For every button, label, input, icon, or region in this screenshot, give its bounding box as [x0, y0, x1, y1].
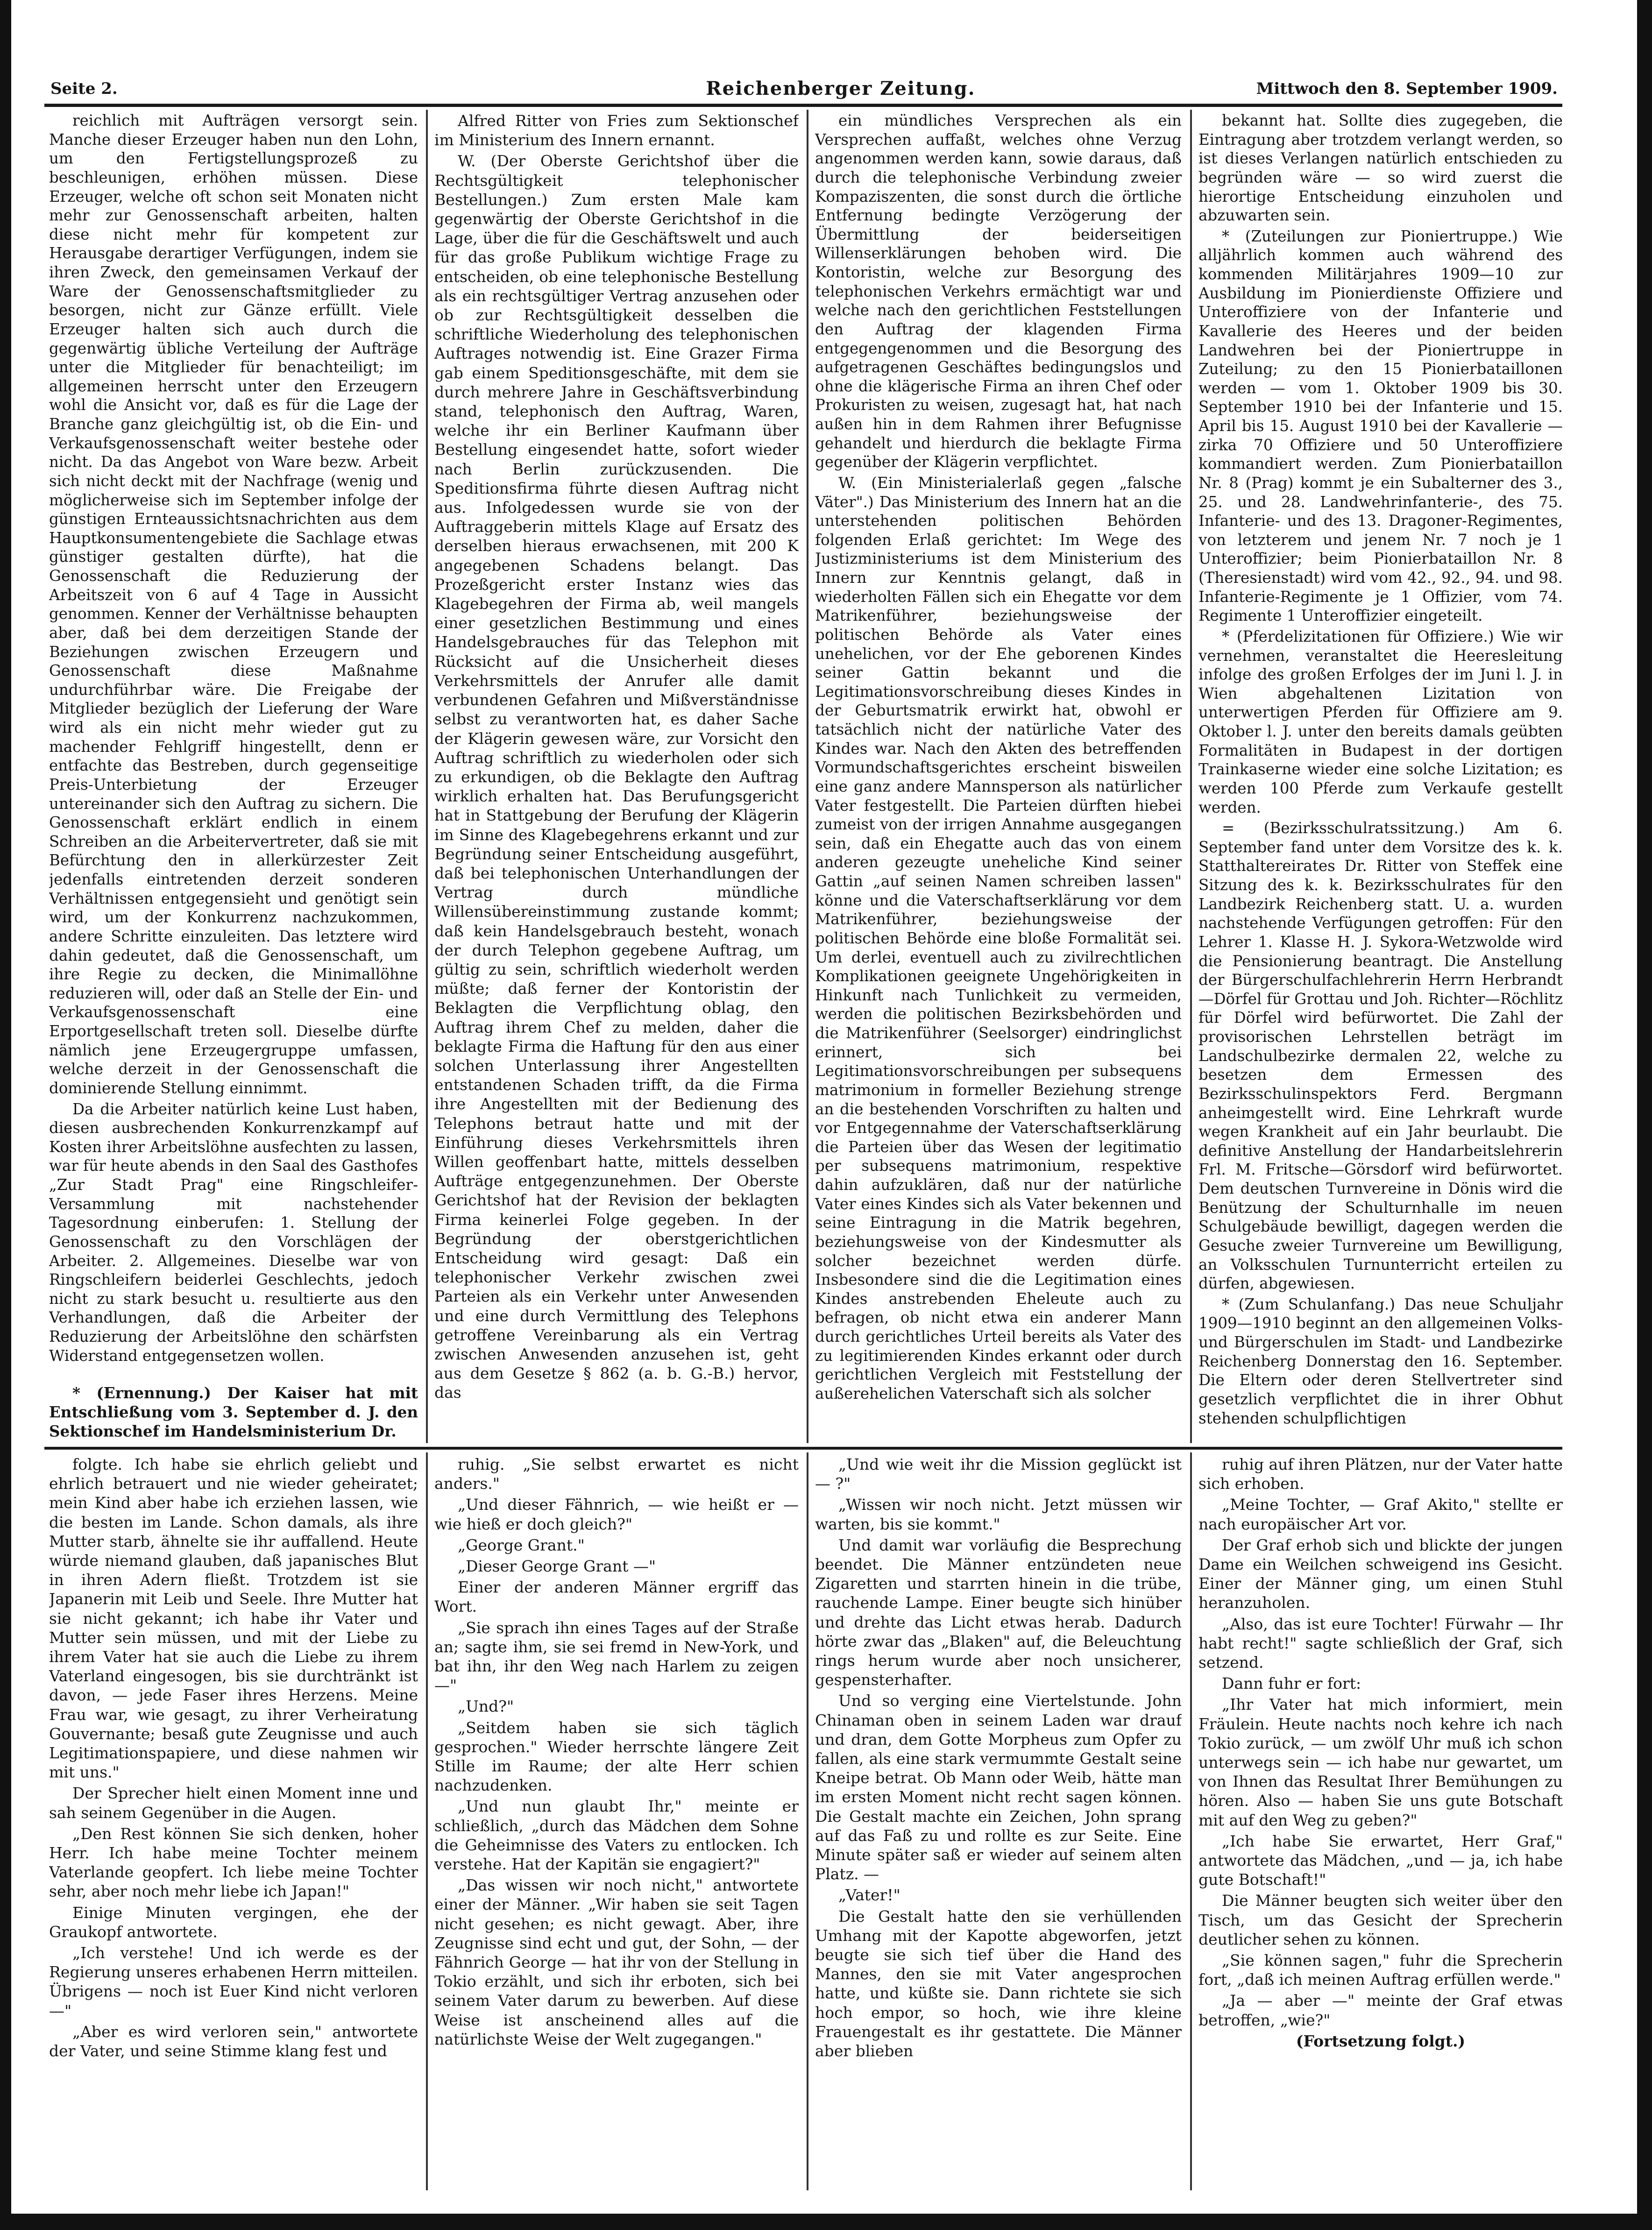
paragraph: „Aber es wird verloren sein," antwortete der Vater, und seine Stimme klang fest und — [49, 2022, 418, 2060]
paragraph: „Und dieser Fähnrich, — wie heißt er — wie hieß er doch gleich?" — [434, 1495, 799, 1533]
scan-edge-right — [1637, 0, 1652, 2230]
paragraph: „Sie sprach ihn eines Tages auf der Straße an; sagte ihm, sie sei fremd in New-York, und bat ihn, ihr den Weg nach Harlem zu zeigen —" — [434, 1618, 799, 1695]
paragraph: folgte. Ich habe sie ehrlich geliebt und ehrlich betrauert und nie wieder geheiratet; mein Kind aber habe ich erziehen lassen, wie die besten im Lande. Schon damals, als ihre Mutter starb, ähnelte sie ihr auffallend. Heute würde niemand glauben, daß japanisches Blut in ihren Adern fließt. Trotzdem ist sie Japanerin mit Leib und Seele. Ihre Mutter hat sie nicht gekannt; ich habe ihr Vater und Mutter sein müssen, und mit der Liebe zu ihrem Vater hat sie auch die Liebe zu ihrem Vaterland eingesogen, bis sie durchtränkt ist davon, — jede Faser ihres Herzens. Meine Frau war, wie gesagt, zu ihrer Verheiratung Gouvernante; besaß gute Zeugnisse und auch Legitimationspapiere, und diese nahmen wir mit uns." — [49, 1455, 418, 1782]
page-number: Seite 2. — [50, 79, 118, 98]
feuilleton-column-1 — [49, 1455, 418, 2190]
news-item-pferdelizitation: * (Pferdelizitationen für Offiziere.) Wie wir vernehmen, veranstaltet die Heeresleitung infolge des großen Erfolges der im Juni l. J. in Wien abgehaltenen Lizitation von unterwertigen Pferden für Offiziere am 9. Oktober l. J. unter den bereits damals geübten Formalitäten in Budapest in der dortigen Trainkaserne wieder eine solche Lizitation; es werden 100 Pferde zum Verkaufe gestellt werden. — [1198, 627, 1563, 816]
paragraph: Der Sprecher hielt einen Moment inne und sah seinem Gegenüber in die Augen. — [49, 1784, 418, 1822]
paragraph: „Vater!" — [838, 1886, 900, 1904]
paragraph: Die Gestalt hatte den sie verhüllenden Umhang mit der Kapotte abgeworfen, jetzt beugte sie sich tief über die Hand des Mannes, den sie mit Vater angesprochen hatte, und küßte sie. Dann richtete sie sich hoch empor, so hoch, wie ihre kleine Frauengestalt es ihr gestattete. Die Männer aber blieben — [815, 1907, 1182, 2060]
paragraph: „Meine Tochter, — Graf Akito," stellte er nach europäischer Art vor. — [1198, 1495, 1563, 1533]
paragraph: „Und wie weit ihr die Mission geglückt ist — ?" — [815, 1455, 1182, 1493]
paragraph: Und damit war vorläufig die Besprechung beendet. Die Männer entzündeten neue Zigaretten und starrten hinein in die trübe, rauchende Lampe. Einer beugte sich hinüber und drehte das Licht etwas herab. Dadurch hörte zwar das „Blaken" auf, die Beleuchtung rings herum wurde aber noch unsicherer, gespensterhafter. — [815, 1536, 1182, 1689]
paragraph: „Ich verstehe! Und ich werde es der Regierung unseres erhabenen Herrn mitteilen. Übrigens — noch ist Euer Kind nicht verloren —" — [49, 1944, 418, 2020]
paragraph: Der Graf erhob sich und blickte der jungen Dame ein Weilchen schweigend ins Gesicht. Einer der Männer ging, um einen Stuhl heranzuholen. — [1198, 1536, 1563, 1612]
paragraph: „Seitdem haben sie sich täglich gesprochen." Wieder herrschte längere Zeit Stille im Raume; der alte Herr schien nachzudenken. — [434, 1718, 799, 1795]
column-divider — [426, 110, 428, 1443]
column-divider — [807, 1452, 808, 2190]
paragraph: bekannt hat. Sollte dies zugegeben, die Eintragung aber trotzdem verlangt werden, so ist dieses Verlangen natürlich entschieden zu begründen wäre — so wird zuerst die hierortige Entscheidung einzuholen und abzuwarten sein. — [1198, 112, 1563, 225]
paragraph: Die Männer beugten sich weiter über den Tisch, um das Gesicht der Sprecherin deutlicher sehen zu können. — [1198, 1891, 1563, 1948]
paragraph: „George Grant." — [458, 1536, 585, 1554]
feuilleton-column-2 — [434, 1455, 799, 2190]
feuilleton-column-3 — [815, 1455, 1182, 2190]
column-divider — [1190, 1452, 1192, 2190]
news-column-3 — [815, 111, 1182, 1442]
news-item-falsche-vaeter: W. (Ein Ministerialerlaß gegen „falsche Väter".) Das Ministerium des Innern hat an die unterstehenden politischen Behörden folgenden Erlaß gerichtet: Im Wege des Justizministeriums ist dem Ministerium des Innern zur Kenntnis gelangt, daß in wiederholten Fällen sich ein Ehegatte vor dem Matrikenführer, beziehungsweise der politischen Behörde als Vater eines unehelichen, vor der Ehe geborenen Kindes seiner Gattin bekannt und die Legitimationsvorschreibung dieses Kindes in der Geburtsmatrik erwirkt hat, obwohl er tatsächlich nicht der natürliche Vater des Kindes war. Nach den Akten des betreffenden Vormundschaftsgerichtes erscheint bisweilen eine ganz andere Mannsperson als natürlicher Vater festgestellt. Die Parteien dürften hiebei zumeist von der irrigen Annahme ausgegangen sein, daß ein Ehegatte auch das von einem anderen gezeugte uneheliche Kind seiner Gattin „auf seinen Namen schreiben lassen" könne und die Vaterschaftserklärung vor dem Matrikenführer, beziehungsweise der politischen Behörde eine bloße Formalität sei. Um derlei, eventuell auch zu zivilrechtlichen Komplikationen geeignete Ungehörigkeiten in Hinkunft nach Tunlichkeit zu vermeiden, werden die politischen Bezirksbehörden und die Matrikenführer (Seelsorger) eindringlichst erinnert, sich bei Legitimationsvorschreibungen per subsequens matrimonium in formeller Beziehung strenge an die bestehenden Vorschriften zu halten und vor Entgegennahme der Vaterschaftserklärung die Parteien über das Wesen der legitimatio per subsequens matrimonium, respektive dahin aufzuklären, daß nur der natürliche Vater eines Kindes sich als Vater bekennen und seine Eintragung in die Matrik begehren, beziehungsweise von der Kindesmutter als solcher bezeichnet werden dürfe. Insbesondere sind die die Legitimation eines Kindes anstrebenden Eheleute auch zu befragen, ob nicht etwa ein anderer Mann durch gerichtliches Urteil bereits als Vater des zu legitimierenden Kindes erkannt oder durch gerichtlichen Vergleich mit Feststellung der außerehelichen Vaterschaft sich als solcher — [815, 474, 1182, 1402]
paragraph: „Also, das ist eure Tochter! Fürwahr — Ihr habt recht!" sagte schließlich der Graf, sich setzend. — [1198, 1614, 1563, 1672]
paragraph: „Wissen wir noch nicht. Jetzt müssen wir warten, bis sie kommt." — [815, 1495, 1182, 1533]
continuation-note: (Fortsetzung folgt.) — [1296, 2032, 1466, 2050]
news-item-telephon: W. (Der Oberste Gerichtshof über die Rechtsgültigkeit telephonischer Bestellungen.) Zum ersten Male kam gegenwärtig der Oberste Gerichtshof in die Lage, über die für die Geschäftswelt und auch für das große Publikum wichtige Frage zu entscheiden, ob eine telephonische Bestellung als ein rechtsgültiger Vertrag anzusehen oder ob zur Rechtsgültigkeit desselben die schriftliche Wiederholung des telephonischen Auftrages notwendig ist. Eine Grazer Firma gab einem Speditionsgeschäfte, mit dem sie durch mehrere Jahre in Geschäftsverbindung stand, telephonisch den Auftrag, Waren, welche ihr ein Berliner Kaufmann über Bestellung eingesendet hatte, sofort wieder nach Berlin zurückzusenden. Die Speditionsfirma führte diesen Auftrag nicht aus. Infolgedessen wurde sie von der Auftraggeberin mittels Klage auf Ersatz des derselben hieraus erwachsenen, mit 200 K angegebenen Schadens belangt. Das Prozeßgericht erster Instanz wies das Klagebegehren der Firma ab, weil mangels einer gesetzlichen Bestimmung und eines Handelsgebrauches für das Telephon mit Rücksicht auf die Unsicherheit dieses Verkehrsmittels der Anrufer alle damit verbundenen Gefahren und Mißverständnisse selbst zu verantworten hat, es daher Sache der Klägerin gewesen wäre, zur Vorsicht den Auftrag schriftlich zu wiederholen oder sich zu erkundigen, ob die Beklagte den Auftrag wirklich erhalten hat. Das Berufungsgericht hat in Stattgebung der Berufung der Klägerin im Sinne des Klagebegehrens erkannt und zur Begründung seiner Entscheidung ausgeführt, daß bei telephonischen Unterhandlungen der Vertrag durch mündliche Willensübereinstimmung zustande kommt; daß kein Handelsgebrauch besteht, wonach der durch Telephon gegebene Auftrag, um gültig zu sein, schriftlich wiederholt werden müßte; daß ferner der Kontoristin der Beklagten die Verpflichtung oblag, den Auftrag ihrem Chef zu melden, daher die beklagte Firma die Haftung für den aus einer solchen Unterlassung ihrer Angestellten entstandenen Schaden trifft, da die Firma ihre Angestellten mit der Bedienung des Telephons betraut hatte und mit der Einführung dieses Verkehrsmittels ihren Willen geoffenbart hatte, mittels desselben Aufträge entgegenzunehmen. Der Oberste Gerichtshof hat der Revision der beklagten Firma keinerlei Folge gegeben. In der Begründung der oberstgerichtlichen Entscheidung wird gesagt: Daß ein telephonischer Verkehr zwischen zwei Parteien als ein Verkehr unter Anwesenden und eine durch Vermittlung des Telephons getroffene Vereinbarung als ein Vertrag zwischen Anwesenden anzusehen ist, geht aus dem Gesetze § 862 (a. b. G.-B.) hervor, das — [434, 152, 799, 1402]
news-item-pioniertruppe: * (Zuteilungen zur Pioniertruppe.) Wie alljährlich kommen auch während des kommenden Militärjahres 1909—10 zur Ausbildung im Pionierdienste Offiziere und Unteroffiziere von der Infanterie und Kavallerie des Heeres und der beiden Landwehren bei der Pioniertruppe in Zuteilung; zu den 15 Pionierbataillonen werden — vom 1. Oktober 1909 bis 30. September 1910 bei der Infanterie und 15. April bis 15. August 1910 bei der Kavallerie — zirka 70 Offiziere und 50 Unteroffiziere kommandiert werden. Zum Pionierbataillon Nr. 8 (Prag) kommt je ein Subalterner des 3., 25. und 28. Landwehrinfanterie-, des 75. Infanterie- und des 13. Dragoner-Regimentes, von letzterem und jenem Nr. 7 noch je 1 Unteroffizier; beim Pionierbataillon Nr. 8 (Theresienstadt) wird vom 42., 92., 94. und 98. Infanterie-Regimente je 1 Offizier, vom 74. Regimente 1 Unteroffizier eingeteilt. — [1198, 227, 1563, 625]
scan-edge-left — [0, 0, 11, 2230]
issue-date: Mittwoch den 8. September 1909. — [1256, 79, 1558, 98]
news-column-1 — [49, 111, 418, 1442]
news-column-4 — [1198, 111, 1563, 1442]
paragraph: Alfred Ritter von Fries zum Sektionschef im Ministerium des Innern ernannt. — [434, 112, 799, 149]
paragraph: ein mündliches Versprechen als ein Versprechen auffaßt, welches ohne Verzug angenommen werden kann, sowie daraus, daß durch die telephonische Verbindung zweier Kompaziszenten, die sonst durch die örtliche Entfernung bedingte Verzögerung der Übermittlung der beiderseitigen Willenserklärungen behoben wird. Die Kontoristin, welche zur Besorgung des telephonischen Verkehrs ermächtigt war und welche nach den gerichtlichen Feststellungen den Auftrag der klagenden Firma entgegengenommen und die Besorgung des aufgetragenen Geschäftes bedingungslos und ohne die klägerische Firma an ihren Chef oder Prokuristen zu weisen, zugesagt hat, hat nach außen hin in dem Rahmen ihrer Befugnisse gehandelt und hierdurch die beklagte Firma gegenüber der Klägerin verpflichtet. — [815, 112, 1182, 471]
paragraph: reichlich mit Aufträgen versorgt sein. Manche dieser Erzeuger haben nun den Lohn, um den Fertigstellungsprozeß zu beschleunigen, erhöhen müssen. Diese Erzeuger, welche oft schon seit Monaten nicht mehr zur Genossenschaft arbeiten, halten diese nicht mehr für kompetent zur Herausgabe derartiger Verfügungen, indem sie ihren Zweck, den gemeinsamen Verkauf der Ware der Genossenschaftsmitglieder zu besorgen, nicht zur Gänze erfüllt. Viele Erzeuger halten sich auch durch die gegenwärtig übliche Verteilung der Aufträge unter die Mitglieder für benachteiligt; im allgemeinen herrscht unter den Erzeugern wohl die Ansicht vor, daß es für die Lage der Branche ganz gleichgültig ist, ob die Ein- und Verkaufsgenossenschaft weiter bestehe oder nicht. Da das Angebot von Ware bezw. Arbeit sich nicht deckt mit der Nachfrage (wenig und möglicherweise sich im September infolge der günstigen Ernteaussichtsnachrichten aus dem Hauptkonsumentengebiete die Sachlage etwas günstiger gestalten dürfte), hat die Genossenschaft die Reduzierung der Arbeitszeit von 6 auf 4 Tage in Aussicht genommen. Kenner der Verhältnisse behaupten aber, daß bei dem derzeitigen Stande der Beziehungen zwischen Erzeugern und Genossenschaft diese Maßnahme undurchführbar wäre. Die Freigabe der Mitglieder bezüglich der Lieferung der Ware wird als ein nicht mehr wieder gut zu machender Fehlgriff hingestellt, denn er entfachte das Bestreben, durch gegenseitige Preis-Unterbietung der Erzeuger untereinander sich den Auftrag zu sichern. Die Genossenschaft erklärt endlich in einem Schreiben an die Arbeitervertreter, daß sie mit Befürchtung den in allerkürzester Zeit jedenfalls eintretenden derzeit sonderen Verhältnissen entgegensieht und genötigt sein wird, um der Konkurrenz nachzukommen, andere Schritte einzuleiten. Das letztere wird dahin gedeutet, daß die Genossenschaft, um ihre Regie zu decken, die Minimallöhne reduzieren will, oder daß an Stelle der Ein- und Verkaufsgenossenschaft eine Erportgesellschaft treten soll. Dieselbe dürfte nämlich jene Erzeugergruppe umfassen, welche derzeit in der Genossenschaft die dominierende Stellung einnimmt. — [49, 112, 418, 1097]
paragraph: ruhig auf ihren Plätzen, nur der Vater hatte sich erhoben. — [1198, 1455, 1563, 1493]
paragraph: „Den Rest können Sie sich denken, hoher Herr. Ich habe meine Tochter meinem Vaterlande geopfert. Ich liebe meine Tochter sehr, aber noch mehr liebe ich Japan!" — [49, 1824, 418, 1901]
paragraph: „Ja — aber —" meinte der Graf etwas betroffen, „wie?" — [1198, 1991, 1563, 2029]
paragraph: „Dieser George Grant —" — [458, 1557, 656, 1576]
news-item-ernennung: * (Ernennung.) Der Kaiser hat mit Entschließung vom 3. September d. J. den Sektionschef im Handelsministerium Dr. — [49, 1384, 418, 1440]
news-column-2 — [434, 111, 799, 1442]
paragraph: Einige Minuten vergingen, ehe der Graukopf antwortete. — [49, 1903, 418, 1941]
paragraph: „Ihr Vater hat mich informiert, mein Fräulein. Heute nachts noch kehre ich nach Tokio zurück, — um zwölf Uhr muß ich schon unterwegs sein — ich habe nur gewartet, um von Ihnen das Resultat Ihrer Bemühungen zu hören. Also — haben Sie uns gute Botschaft mit auf den Weg zu geben?" — [1198, 1695, 1563, 1829]
paragraph: Da die Arbeiter natürlich keine Lust haben, diesen ausbrechenden Konkurrenzkampf auf Kosten ihrer Arbeitslöhne ausfechten zu lassen, war für heute abends in den Saal des Gasthofes „Zur Stadt Prag" eine Ringschleifer-Versammlung mit nachstehender Tagesordnung einberufen: 1. Stellung der Genossenschaft zu den Vorschlägen der Arbeiter. 2. Allgemeines. Dieselbe war von Ringschleifern beiderlei Geschlechts, jedoch nicht zu stark besucht u. resultierte aus den Verhandlungen, daß die Arbeiter der Reduzierung der Arbeitslöhne den schärfsten Widerstand entgegensetzen wollen. — [49, 1100, 418, 1365]
paragraph: „Sie können sagen," fuhr die Sprecherin fort, „daß ich meinen Auftrag erfüllen werde." — [1198, 1951, 1563, 1989]
news-item-bezirksschulrat: = (Bezirksschulratssitzung.) Am 6. September fand unter dem Vorsitze des k. k. Statthaltereirates Dr. Ritter von Steffek eine Sitzung des k. k. Bezirksschulrates für den Landbezirk Reichenberg statt. U. a. wurden nachstehende Verfügungen getroffen: Für den Lehrer 1. Klasse H. J. Sykora-Wetzwolde wird die Pensionierung beantragt. Die Anstellung der Bürgerschulfachlehrerin Herrn Herbrandt—Dörfel für Grottau und Joh. Richter—Röchlitz für Dörfel wird befürwortet. Die Zahl der provisorischen Lehrstellen beträgt im Landschulbezirke dermalen 22, welche zu besetzen dem Ermessen des Bezirksschulinspektors Ferd. Bergmann anheimgestellt wird. Eine Lehrkraft wurde wegen Krankheit auf ein Jahr beurlaubt. Die definitive Anstellung der Handarbeitslehrerin Frl. M. Fritsche—Görsdorf wird befürwortet. Dem deutschen Turnvereine in Dönis wird die Benützung der Schulturnhalle im neuen Schulgebäude bewilligt, dagegen werden die Gesuche zweier Turnvereine um Bewilligung, an Volksschulen Turnunterricht erteilen zu dürfen, abgewiesen. — [1198, 819, 1563, 1293]
header-rule — [44, 104, 1562, 107]
feuilleton-separator — [44, 1447, 1562, 1450]
column-divider — [807, 110, 808, 1443]
column-divider — [1190, 110, 1192, 1443]
paragraph: Einer der anderen Männer ergriff das Wort. — [434, 1578, 799, 1616]
paragraph: Dann fuhr er fort: — [1222, 1674, 1361, 1693]
scan-edge-bottom — [0, 2214, 1652, 2230]
paragraph: Und so verging eine Viertelstunde. John Chinaman oben in seinem Laden war drauf und dran, dem Gotte Morpheus zum Opfer zu fallen, als eine stark vermummte Gestalt seine Kneipe betrat. Ob Mann oder Weib, hätte man im ersten Moment nicht recht sagen können. Die Gestalt machte ein Zeichen, John sprang auf das Faß zu und rollte es zur Seite. Eine Minute später saß er wieder auf seinem alten Platz. — — [815, 1692, 1182, 1883]
paragraph: „Und nun glaubt Ihr," meinte er schließlich, „durch das Mädchen dem Sohne die Geheimnisse des Vaters zu entlocken. Ich verstehe. Hat der Kapitän sie engagiert?" — [434, 1797, 799, 1874]
column-divider — [426, 1452, 428, 2190]
paragraph: „Ich habe Sie erwartet, Herr Graf," antwortete das Mädchen, „und — ja, ich habe gute Botschaft!" — [1198, 1832, 1563, 1889]
paragraph: ruhig. „Sie selbst erwartet es nicht anders." — [434, 1455, 799, 1493]
feuilleton-column-4 — [1198, 1455, 1563, 2190]
news-item-schulanfang: * (Zum Schulanfang.) Das neue Schuljahr 1909—1910 beginnt an den allgemeinen Volks- und Bürgerschulen im Stadt- und Landbezirke Reichenberg Donnerstag den 16. September. Die Eltern oder deren Stellvertreter sind gesetzlich verpflichtet die in ihrer Obhut stehenden schulpflichtigen — [1198, 1295, 1563, 1427]
paragraph: „Und?" — [458, 1697, 514, 1716]
newspaper-title: Reichenberger Zeitung. — [706, 78, 976, 99]
paragraph: „Das wissen wir noch nicht," antwortete einer der Männer. „Wir haben sie seit Tagen nicht gesehen; es nicht gewagt. Aber, ihre Zeugnisse sind echt und gut, der Sohn, — der Fähnrich George — hat ihr von der Stellung in Tokio erzählt, und sich ihr erboten, sich bei seinem Vater darum zu bewerben. Auf diese Weise ist anscheinend alles auf die natürlichste Weise der Welt zugegangen." — [434, 1876, 799, 2048]
